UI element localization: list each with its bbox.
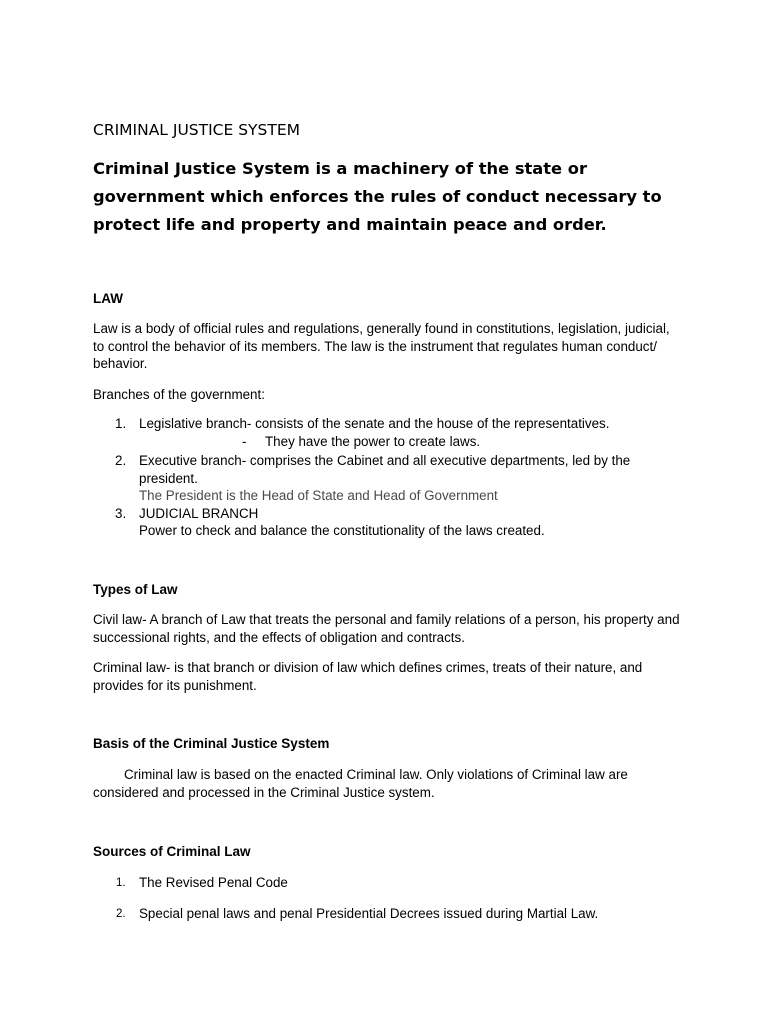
branches-list xyxy=(93,415,683,545)
list-number: 2. xyxy=(116,908,126,920)
basis-heading: Basis of the Criminal Justice System xyxy=(93,736,330,751)
sub-bullet: - xyxy=(242,434,247,449)
branch-executive: Executive branch- comprises the Cabinet and all executive departments, led by the president. xyxy=(139,453,631,486)
branches-intro: Branches of the government: xyxy=(93,387,265,402)
list-number: 1. xyxy=(115,416,127,431)
branch-legislative: Legislative branch- consists of the senate and the house of the representatives. xyxy=(139,416,610,431)
source-special-penal-laws: Special penal laws and penal Presidential Decrees issued during Martial Law. xyxy=(139,906,599,921)
sources-heading: Sources of Criminal Law xyxy=(93,844,251,859)
basis-paragraph: Criminal law is based on the enacted Criminal law. Only violations of Criminal law are considered and processed in the Criminal Justice system. xyxy=(93,767,628,800)
law-definition: Law is a body of official rules and regulations, generally found in constitutions, legislation, judicial, to control the behavior of its members. The law is the instrument that regulates human conduct/ behavior. xyxy=(93,321,670,372)
law-heading: LAW xyxy=(93,291,123,306)
civil-law-paragraph: Civil law- A branch of Law that treats the personal and family relations of a person, his property and successional rights, and the effects of obligation and contracts. xyxy=(93,612,680,645)
branch-executive-note: The President is the Head of State and Head of Government xyxy=(139,488,498,503)
document-title: CRIMINAL JUSTICE SYSTEM xyxy=(93,121,300,139)
lead-paragraph: Criminal Justice System is a machinery of the state or government which enforces the rules of conduct necessary to protect life and property and maintain peace and order. xyxy=(93,159,662,234)
source-revised-penal-code: The Revised Penal Code xyxy=(139,875,288,890)
sources-list xyxy=(93,874,683,924)
list-number: 3. xyxy=(115,506,127,521)
types-of-law-heading: Types of Law xyxy=(93,582,178,597)
criminal-law-paragraph: Criminal law- is that branch or division of law which defines crimes, treats of their nature, and provides for its punishment. xyxy=(93,660,643,693)
list-number: 2. xyxy=(115,453,127,468)
branch-legislative-detail: They have the power to create laws. xyxy=(265,434,481,449)
list-number: 1. xyxy=(116,877,126,889)
branch-judicial-detail: Power to check and balance the constitutionality of the laws created. xyxy=(139,523,545,538)
branch-judicial: JUDICIAL BRANCH xyxy=(139,506,259,521)
